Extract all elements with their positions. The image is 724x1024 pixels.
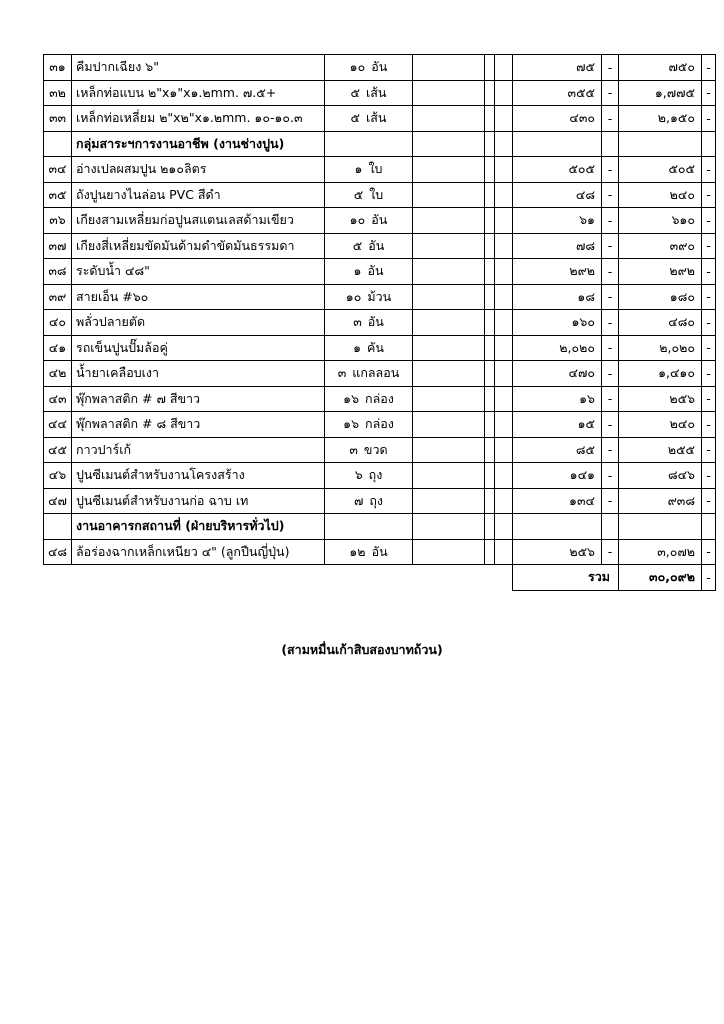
quantity: ๑๖	[343, 416, 360, 432]
quantity-cell	[325, 284, 413, 310]
quantity-cell	[325, 55, 413, 81]
table-row	[44, 157, 716, 183]
quantity-cell	[325, 386, 413, 412]
empty-cell	[602, 514, 619, 540]
quantity-cell	[325, 310, 413, 336]
quantity-cell	[325, 182, 413, 208]
quantity: ๕	[350, 84, 360, 100]
item-name: ถังปูนยางไนล่อน PVC สีดำ	[72, 182, 325, 208]
empty-cell	[619, 514, 702, 540]
table-row	[44, 284, 716, 310]
quantity: ๑๐	[349, 212, 366, 228]
amount-in-words: (สามหมื่นเก้าสิบสองบาทถ้วน)	[281, 642, 443, 657]
unit-price: ๕๐๕	[513, 157, 602, 183]
line-total: ๒๕๕	[619, 437, 702, 463]
line-total-satang: -	[702, 284, 716, 310]
table-row	[44, 182, 716, 208]
table-row	[44, 208, 716, 234]
quantity-cell	[325, 157, 413, 183]
empty-cell	[485, 80, 495, 106]
quantity: ๑	[353, 339, 361, 355]
empty-cell	[513, 514, 602, 540]
quantity-cell	[325, 80, 413, 106]
line-total-satang: -	[702, 335, 716, 361]
row-number: ๔๓	[44, 386, 72, 412]
unit-price: ๒๕๖	[513, 539, 602, 565]
empty-cell	[702, 514, 716, 540]
unit-price: ๗๕	[513, 55, 602, 81]
quantity-cell	[325, 463, 413, 489]
total-row	[44, 565, 716, 591]
grand-total-satang: -	[702, 565, 716, 591]
empty-cell	[413, 514, 485, 540]
line-total: ๓๙๐	[619, 233, 702, 259]
unit: ม้วน	[367, 288, 392, 304]
row-number: ๓๘	[44, 259, 72, 285]
unit: แกลลอน	[352, 365, 400, 381]
table-row	[44, 335, 716, 361]
line-total: ๘๔๖	[619, 463, 702, 489]
empty-cell	[485, 463, 495, 489]
line-total-satang: -	[702, 412, 716, 438]
quantity-cell	[325, 233, 413, 259]
line-total: ๒,๑๕๐	[619, 106, 702, 132]
table-row	[44, 488, 716, 514]
quantity: ๗	[353, 492, 364, 508]
empty-cell	[495, 488, 513, 514]
item-name: ล้อร่องฉากเหล็กเหนียว ๔" (ลูกปืนญี่ปุ่น)	[72, 539, 325, 565]
line-total-satang: -	[702, 208, 716, 234]
empty-cell	[413, 233, 485, 259]
line-total: ๒๕๖	[619, 386, 702, 412]
item-name: พลั่วปลายตัด	[72, 310, 325, 336]
unit-price: ๓๕๕	[513, 80, 602, 106]
empty-cell	[702, 131, 716, 157]
unit: ถุง	[368, 467, 383, 483]
row-number: ๓๗	[44, 233, 72, 259]
row-number: ๓๙	[44, 284, 72, 310]
unit-price-satang: -	[602, 208, 619, 234]
empty-cell	[495, 539, 513, 565]
row-number: ๓๑	[44, 55, 72, 81]
item-name: เกียงสามเหลี่ยมก่อปูนสแตนเลสด้ามเขียว	[72, 208, 325, 234]
item-name: พุ๊กพลาสติก # ๗ สีขาว	[72, 386, 325, 412]
row-number: ๔๖	[44, 463, 72, 489]
item-name: เกียงสี่เหลี่ยมขัดมันด้ามดำขัดมันธรรมดา	[72, 233, 325, 259]
unit-price: ๑๖๐	[513, 310, 602, 336]
row-number: ๔๑	[44, 335, 72, 361]
quantity: ๕	[352, 237, 363, 253]
quantity: ๓	[349, 441, 358, 457]
unit: อัน	[367, 314, 384, 330]
empty-cell	[413, 157, 485, 183]
row-number: ๔๕	[44, 437, 72, 463]
unit-price-satang: -	[602, 259, 619, 285]
quantity: ๖	[354, 467, 363, 483]
unit-price: ๑๖	[513, 386, 602, 412]
unit-price-satang: -	[602, 437, 619, 463]
row-number: ๔๔	[44, 412, 72, 438]
unit-price-satang: -	[602, 539, 619, 565]
empty-cell	[495, 361, 513, 387]
empty-cell	[413, 259, 485, 285]
unit-price-satang: -	[602, 157, 619, 183]
unit-price-satang: -	[602, 55, 619, 81]
row-number: ๓๔	[44, 157, 72, 183]
empty-cell	[413, 539, 485, 565]
unit-price-satang: -	[602, 335, 619, 361]
group-title: กลุ่มสาระฯการงานอาชีพ (งานช่างปูน)	[72, 131, 325, 157]
unit-price-satang: -	[602, 106, 619, 132]
unit-price: ๗๘	[513, 233, 602, 259]
line-total-satang: -	[702, 80, 716, 106]
unit: ใบ	[369, 186, 384, 202]
table-row	[44, 310, 716, 336]
line-total: ๒,๐๒๐	[619, 335, 702, 361]
empty-cell	[485, 233, 495, 259]
empty-cell	[495, 386, 513, 412]
empty-cell	[485, 412, 495, 438]
empty-cell	[485, 539, 495, 565]
empty-cell	[495, 55, 513, 81]
item-name: กาวปาร์เก้	[72, 437, 325, 463]
unit: อัน	[367, 263, 384, 279]
quantity: ๓	[353, 314, 362, 330]
unit-price: ๖๑	[513, 208, 602, 234]
unit-price: ๘๕	[513, 437, 602, 463]
unit: คัน	[367, 339, 384, 355]
empty-cell	[619, 131, 702, 157]
empty-cell	[495, 463, 513, 489]
line-total: ๖๑๐	[619, 208, 702, 234]
total-label: รวม	[513, 565, 619, 591]
unit: อัน	[371, 212, 388, 228]
empty-cell	[485, 437, 495, 463]
grand-total: ๓๐,๐๙๒	[619, 565, 702, 591]
unit: กล่อง	[365, 416, 394, 432]
quantity: ๑๐	[345, 288, 362, 304]
empty-cell	[485, 259, 495, 285]
line-total-satang: -	[702, 55, 716, 81]
unit-price: ๒๙๒	[513, 259, 602, 285]
quantity: ๕	[353, 186, 364, 202]
empty-cell	[495, 335, 513, 361]
quantity-cell	[325, 335, 413, 361]
row-number: ๓๓	[44, 106, 72, 132]
empty-cell	[495, 131, 513, 157]
table-row	[44, 437, 716, 463]
table-row	[44, 80, 716, 106]
quantity: ๓	[337, 365, 347, 381]
empty-cell	[485, 182, 495, 208]
empty-cell	[485, 514, 495, 540]
empty-cell	[495, 233, 513, 259]
empty-cell	[485, 361, 495, 387]
empty-cell	[325, 514, 413, 540]
unit: ขวด	[363, 441, 388, 457]
group-title: งานอาคารกสถานที่ (ฝ่ายบริหารทั่วไป)	[72, 514, 325, 540]
unit-price-satang: -	[602, 412, 619, 438]
empty-cell	[495, 208, 513, 234]
table-row	[44, 106, 716, 132]
empty-cell	[495, 514, 513, 540]
table-row	[44, 539, 716, 565]
line-total-satang: -	[702, 539, 716, 565]
unit-price-satang: -	[602, 182, 619, 208]
unit: เส้น	[366, 110, 387, 126]
line-total: ๙๓๘	[619, 488, 702, 514]
empty-cell	[485, 335, 495, 361]
empty-cell	[495, 310, 513, 336]
line-total: ๒๔๐	[619, 182, 702, 208]
empty-cell	[413, 361, 485, 387]
line-total: ๕๐๕	[619, 157, 702, 183]
unit-price-satang: -	[602, 80, 619, 106]
item-name: ระดับน้ำ ๔๘"	[72, 259, 325, 285]
unit: กล่อง	[365, 390, 394, 406]
empty-cell	[44, 565, 513, 591]
empty-cell	[413, 488, 485, 514]
empty-cell	[495, 80, 513, 106]
unit-price-satang: -	[602, 310, 619, 336]
unit: เส้น	[366, 84, 387, 100]
empty-cell	[413, 106, 485, 132]
empty-cell	[485, 106, 495, 132]
empty-cell	[413, 284, 485, 310]
line-total-satang: -	[702, 386, 716, 412]
line-total-satang: -	[702, 157, 716, 183]
unit-price-satang: -	[602, 488, 619, 514]
empty-cell	[485, 284, 495, 310]
group-header-row	[44, 514, 716, 540]
line-total-satang: -	[702, 463, 716, 489]
empty-cell	[413, 386, 485, 412]
item-name: ปูนซีเมนต์สำหรับงานก่อ ฉาบ เท	[72, 488, 325, 514]
group-header-row	[44, 131, 716, 157]
unit-price-satang: -	[602, 463, 619, 489]
table-row	[44, 259, 716, 285]
quantity: ๑๐	[349, 59, 366, 75]
empty-cell	[495, 259, 513, 285]
quantity: ๑	[353, 263, 362, 279]
empty-cell	[413, 437, 485, 463]
empty-cell	[495, 412, 513, 438]
row-number: ๓๕	[44, 182, 72, 208]
empty-cell	[325, 131, 413, 157]
quantity-cell	[325, 539, 413, 565]
line-total: ๗๕๐	[619, 55, 702, 81]
line-total-satang: -	[702, 437, 716, 463]
item-name: รถเข็นปูนปั๊มล้อคู่	[72, 335, 325, 361]
empty-cell	[602, 131, 619, 157]
table-row	[44, 55, 716, 81]
line-total-satang: -	[702, 259, 716, 285]
line-total-satang: -	[702, 106, 716, 132]
empty-cell	[495, 182, 513, 208]
row-number: ๓๖	[44, 208, 72, 234]
unit-price-satang: -	[602, 284, 619, 310]
empty-cell	[485, 55, 495, 81]
unit-price: ๑๓๔	[513, 488, 602, 514]
table-row	[44, 361, 716, 387]
empty-cell	[495, 284, 513, 310]
row-number: ๔๐	[44, 310, 72, 336]
empty-cell	[495, 157, 513, 183]
unit-price-satang: -	[602, 361, 619, 387]
quantity-cell	[325, 437, 413, 463]
line-total: ๑,๔๑๐	[619, 361, 702, 387]
empty-cell	[495, 437, 513, 463]
unit-price: ๔๗๐	[513, 361, 602, 387]
unit-price: ๑๔๑	[513, 463, 602, 489]
table-row	[44, 412, 716, 438]
line-total-satang: -	[702, 488, 716, 514]
row-number-cell	[44, 514, 72, 540]
table-row	[44, 463, 716, 489]
empty-cell	[413, 310, 485, 336]
quantity-cell	[325, 361, 413, 387]
line-total: ๓,๐๗๒	[619, 539, 702, 565]
item-name: เหล็กท่อแบน ๒"x๑"x๑.๒mm. ๗.๕+	[72, 80, 325, 106]
row-number: ๓๒	[44, 80, 72, 106]
empty-cell	[485, 488, 495, 514]
empty-cell	[413, 463, 485, 489]
line-total: ๑๘๐	[619, 284, 702, 310]
quantity-cell	[325, 488, 413, 514]
row-number: ๔๒	[44, 361, 72, 387]
quantity-cell	[325, 106, 413, 132]
unit-price: ๑๕	[513, 412, 602, 438]
item-name: เหล็กท่อเหลี่ยม ๒"x๒"x๑.๒mm. ๑๐-๑๐.๓	[72, 106, 325, 132]
empty-cell	[413, 80, 485, 106]
table-row	[44, 386, 716, 412]
empty-cell	[513, 131, 602, 157]
row-number: ๔๘	[44, 539, 72, 565]
table-row	[44, 233, 716, 259]
unit: อัน	[368, 237, 385, 253]
empty-cell	[485, 310, 495, 336]
empty-cell	[413, 55, 485, 81]
price-table	[43, 54, 716, 591]
quantity: ๕	[350, 110, 360, 126]
line-total: ๔๘๐	[619, 310, 702, 336]
unit: ใบ	[368, 161, 383, 177]
line-total: ๒๙๒	[619, 259, 702, 285]
line-total-satang: -	[702, 233, 716, 259]
item-name: พุ๊กพลาสติก # ๘ สีขาว	[72, 412, 325, 438]
empty-cell	[485, 157, 495, 183]
empty-cell	[413, 208, 485, 234]
unit: อัน	[371, 543, 388, 559]
empty-cell	[485, 208, 495, 234]
quantity: ๑๒	[349, 543, 366, 559]
item-name: สายเอ็น #๖๐	[72, 284, 325, 310]
item-name: น้ำยาเคลือบเงา	[72, 361, 325, 387]
quantity-cell	[325, 259, 413, 285]
line-total: ๒๔๐	[619, 412, 702, 438]
quantity: ๑	[354, 161, 363, 177]
unit-price: ๔๘	[513, 182, 602, 208]
row-number-cell	[44, 131, 72, 157]
quantity: ๑๖	[343, 390, 360, 406]
empty-cell	[413, 131, 485, 157]
line-total-satang: -	[702, 310, 716, 336]
item-name: ปูนซีเมนต์สำหรับงานโครงสร้าง	[72, 463, 325, 489]
quantity-cell	[325, 208, 413, 234]
line-total-satang: -	[702, 182, 716, 208]
empty-cell	[485, 131, 495, 157]
empty-cell	[485, 386, 495, 412]
empty-cell	[413, 335, 485, 361]
item-name: อ่างเปลผสมปูน ๒๑๐ลิตร	[72, 157, 325, 183]
unit-price-satang: -	[602, 233, 619, 259]
unit: ถุง	[369, 492, 384, 508]
empty-cell	[413, 182, 485, 208]
item-name: คีมปากเฉียง ๖"	[72, 55, 325, 81]
unit-price: ๑๘	[513, 284, 602, 310]
line-total-satang: -	[702, 361, 716, 387]
unit-price: ๔๓๐	[513, 106, 602, 132]
row-number: ๔๗	[44, 488, 72, 514]
unit-price-satang: -	[602, 386, 619, 412]
unit: อัน	[371, 59, 388, 75]
quantity-cell	[325, 412, 413, 438]
line-total: ๑,๗๗๕	[619, 80, 702, 106]
empty-cell	[495, 106, 513, 132]
unit-price: ๒,๐๒๐	[513, 335, 602, 361]
empty-cell	[413, 412, 485, 438]
